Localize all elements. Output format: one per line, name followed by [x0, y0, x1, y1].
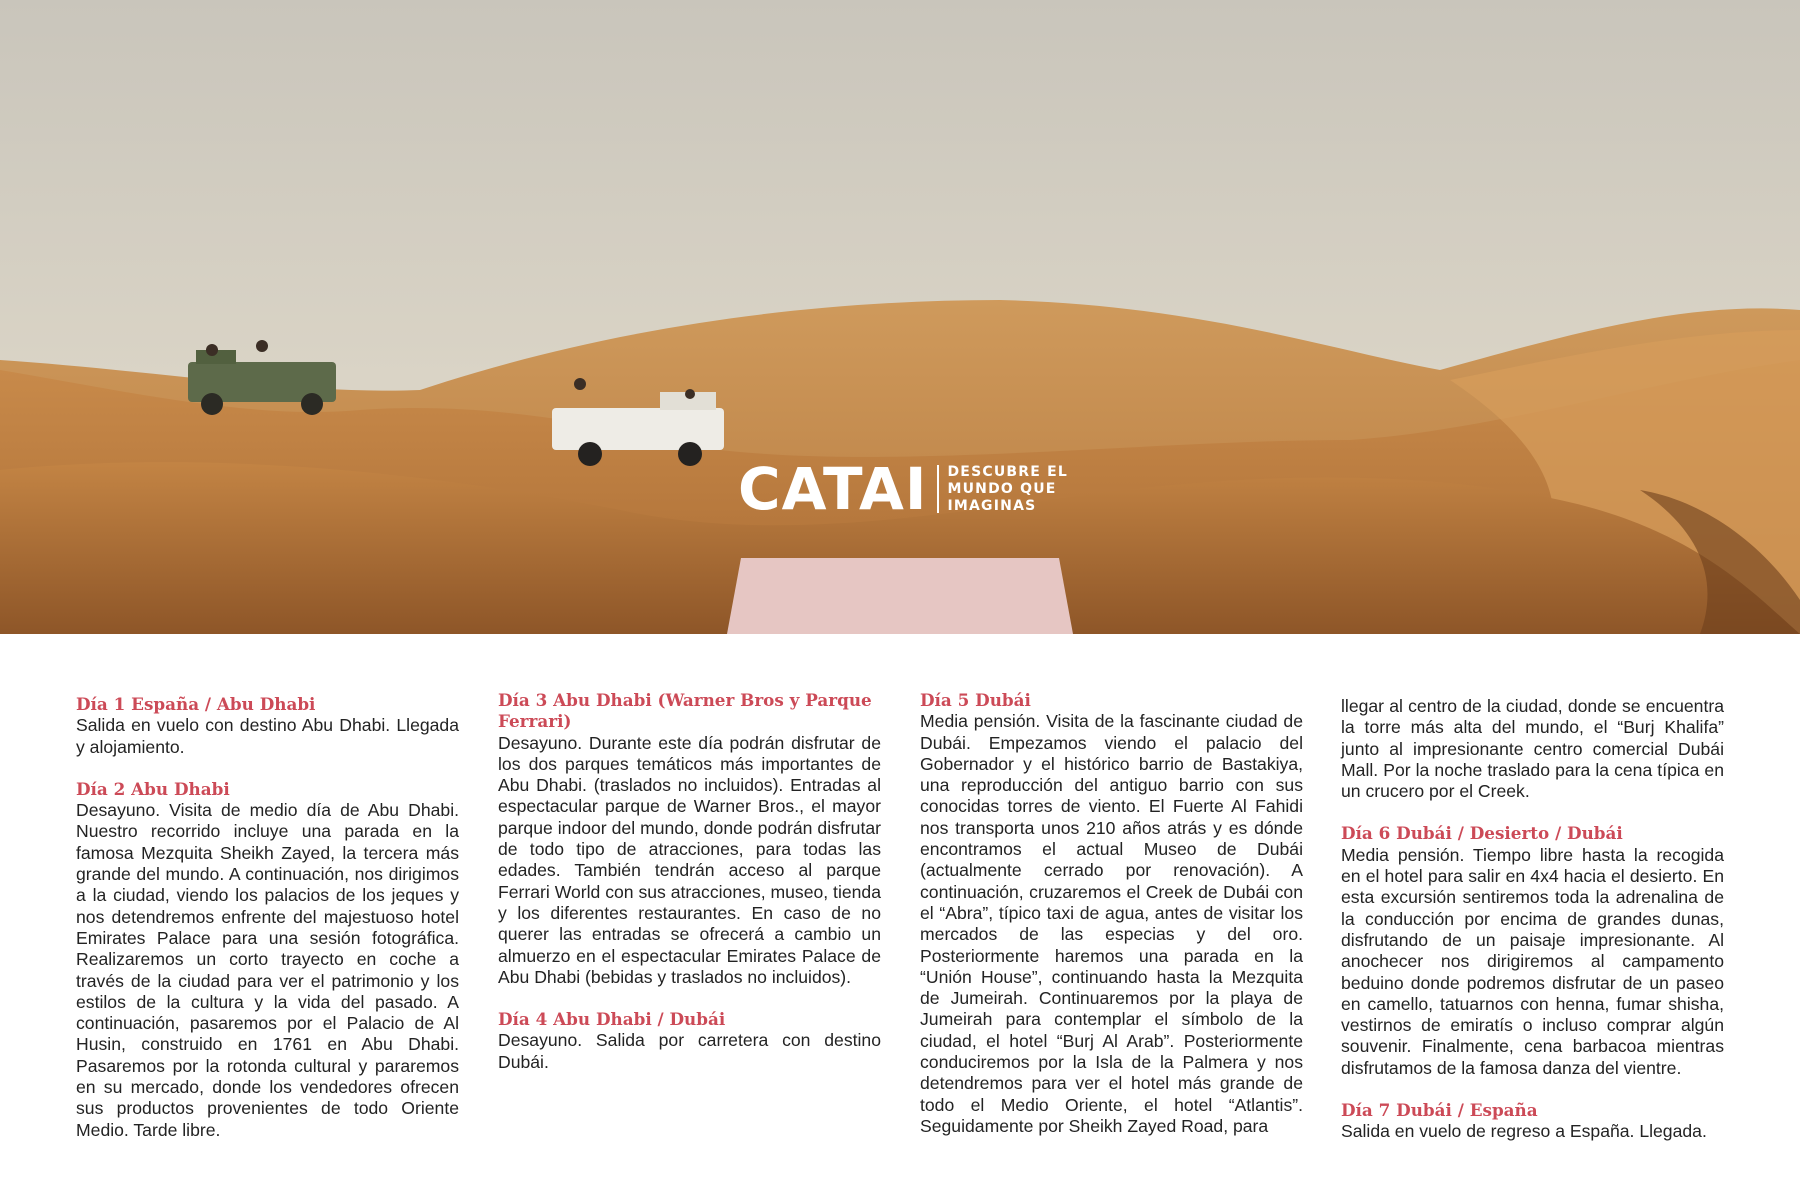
day-title: Día 6 Dubái / Desierto / Dubái	[1341, 823, 1623, 844]
pink-tab-shape	[727, 558, 1073, 634]
day-text: Salida en vuelo de regreso a España. Llegada.	[1341, 1121, 1707, 1142]
day-text: Media pensión. Visita de la fascinante ciudad de Dubái. Empezamos viendo el palacio del Gobernador y el histórico barrio de Bastakiya, una reproducción del antiguo barrio con sus conocidas torres de viento. El Fuerte Al Fahidi nos transporta unos 210 años atrás y es dónde encontramos el actual Museo de Dubái (actualmente cerrado por renovación). A continuación, cruzaremos el Creek de Dubái con el “Abra”, típico taxi de agua, antes de visitar los mercados de las especias y del oro. Posteriormente haremos una parada en la “Unión House”, continuando hasta la Mezquita de Jumeirah. Continuaremos por la playa de Jumeirah para contemplar el símbolo de la ciudad, el hotel “Burj Al Arab”. Posteriormente conduciremos por la Isla de la Palmera y nos detendremos para ver el hotel más grande de todo el Medio Oriente, el hotel “Atlantis”. Seguidamente por Sheikh Zayed Road, para	[920, 711, 1303, 1136]
day-title: Día 5 Dubái	[920, 690, 1031, 710]
tagline-line-2: MUNDO QUE	[947, 480, 1057, 497]
day-block-5	[920, 690, 1303, 1137]
day-text: Desayuno. Visita de medio día de Abu Dhabi. Nuestro recorrido incluye una parada en la famosa Mezquita Sheikh Zayed, la tercera más grande del mundo. A continuación, nos dirigimos a la ciudad, viendo los palacios de los jeques y nos detendremos enfrente del majestuoso hotel Emirates Palace para una sesión fotográfica. Realizaremos un corto trayecto en coche a través de la ciudad para ver el patrimonio y los estilos de la cultura y la vida del pasado. A continuación, pasaremos por el Palacio de Al Husin, construido en 1761 en Abu Dhabi. Pasaremos por la rotonda cultural y pararemos en su mercado, donde los vendedores ofrecen sus productos provenientes de todo Oriente Medio. Tarde libre.	[76, 800, 459, 1140]
day-title: Día 2 Abu Dhabi	[76, 778, 230, 799]
day-block-7	[1341, 1100, 1724, 1143]
day-text: Desayuno. Salida por carretera con destino Dubái.	[498, 1030, 881, 1072]
day-text: Media pensión. Tiempo libre hasta la recogida en el hotel para salir en 4x4 hacia el desierto. En esta excursión sentiremos toda la adrenalina de la conducción por encima de grandes dunas, disfrutando de un paisaje impresionante. Al anochecer nos dirigiremos al campamento beduino donde podremos disfrutar de un paseo en camello, tatuarnos con henna, fumar shisha, vestirnos de emiratís o incluso comprar algún souvenir. Finalmente, cena barbacoa mientras disfrutamos de la famosa danza del vientre.	[1341, 844, 1724, 1078]
day-title: Día 1 España / Abu Dhabi	[76, 694, 316, 714]
tagline-line-3: IMAGINAS	[947, 497, 1037, 514]
day-block-6	[1341, 823, 1724, 1079]
column-1	[76, 694, 459, 1162]
tagline-line-1: DESCUBRE EL	[947, 463, 1068, 480]
column-2	[498, 690, 881, 1094]
logo-divider	[937, 465, 939, 513]
column-3	[920, 690, 1303, 1158]
day-title: Día 7 Dubái / España	[1341, 1100, 1538, 1121]
day-title: Día 4 Abu Dhabi / Dubái	[498, 1009, 726, 1030]
day-block-1	[76, 694, 459, 758]
day-block-3	[498, 690, 881, 988]
day-block-2	[76, 779, 459, 1141]
logo-wordmark: CATAI	[738, 455, 928, 523]
day-title: Día 3 Abu Dhabi (Warner Bros y Parque Ferrari)	[498, 690, 872, 732]
day-block-4	[498, 1009, 881, 1073]
catai-logo	[738, 455, 1068, 523]
column-4	[1341, 696, 1724, 1164]
logo-tagline	[947, 464, 1067, 515]
day-text: Desayuno. Durante este día podrán disfrutar de los dos parques temáticos más importantes de Abu Dhabi. (traslados no incluidos). Entradas al espectacular parque de Warner Bros., el mayor parque indoor del mundo, donde podrán disfrutar de todo tipo de atracciones, para todas las edades. También tendrán acceso al parque Ferrari World con sus atracciones, museo, tienda y los diferentes restaurantes. En caso de no querer las entradas se ofrecerá a cambio un almuerzo en el espectacular Emirates Palace de Abu Dhabi (bebidas y traslados no incluidos).	[498, 732, 881, 987]
day-text-continuation: llegar al centro de la ciudad, donde se encuentra la torre más alta del mundo, el “Burj Khalifa” junto al impresionante centro comercial Dubái Mall. Por la noche traslado para la cena típica en un crucero por el Creek.	[1341, 696, 1724, 802]
day-text: Salida en vuelo con destino Abu Dhabi. Llegada y alojamiento.	[76, 715, 459, 757]
day-block-5-continued	[1341, 696, 1724, 802]
